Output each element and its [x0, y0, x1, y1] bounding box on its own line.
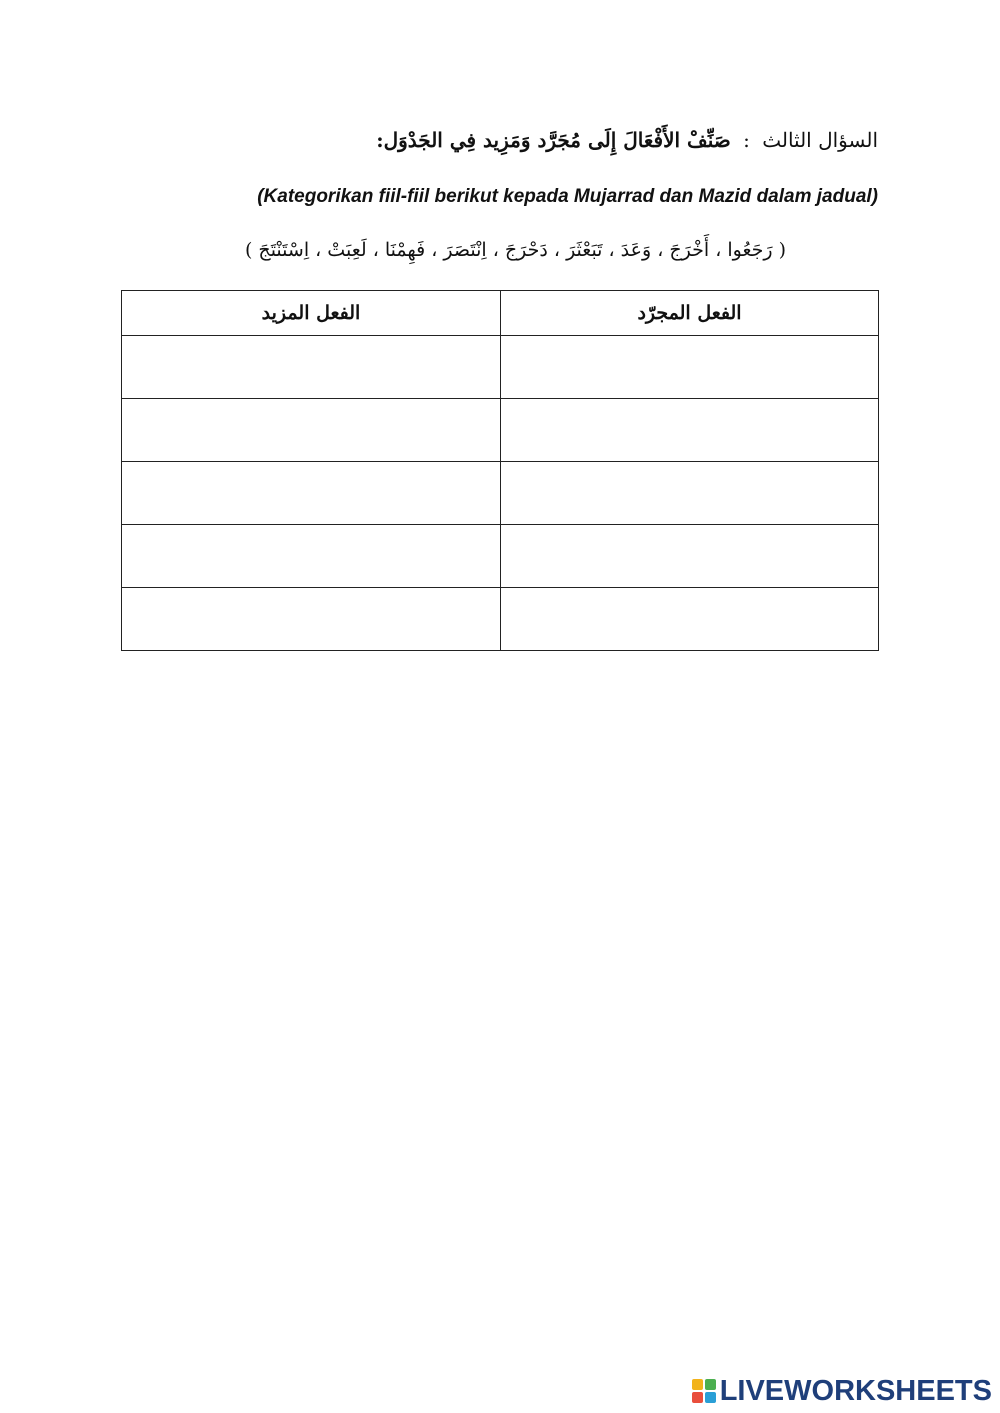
answer-cell-mujarrad-5[interactable]	[501, 588, 879, 651]
liveworksheets-logo-icon	[692, 1379, 716, 1403]
header-mujarrad: الفعل المجرّد	[501, 291, 879, 336]
answer-cell-mazid-5[interactable]	[122, 588, 501, 651]
answer-value[interactable]	[122, 399, 500, 461]
liveworksheets-brand	[692, 1375, 992, 1407]
answer-cell-mazid-1[interactable]	[122, 336, 501, 399]
answer-value[interactable]	[122, 525, 500, 587]
table-row	[122, 462, 879, 525]
question-heading	[118, 120, 878, 160]
answer-cell-mazid-2[interactable]	[122, 399, 501, 462]
answer-table	[121, 290, 879, 651]
table-row	[122, 525, 879, 588]
answer-value[interactable]	[501, 462, 878, 524]
header-mazid: الفعل المزيد	[122, 291, 501, 336]
answer-value[interactable]	[501, 336, 878, 398]
answer-value[interactable]	[501, 588, 878, 650]
verb-list: ( رَجَعُوا ، أَخْرَجَ ، وَعَدَ ، تَبَعْثَرَ ، دَحْرَجَ ، اِنْتَصَرَ ، فَهِمْنَا ، لَعِبَتْ ، اِسْتَنْتَجَ )	[244, 239, 786, 261]
logo-square	[705, 1392, 716, 1403]
answer-cell-mujarrad-3[interactable]	[501, 462, 879, 525]
answer-cell-mazid-4[interactable]	[122, 525, 501, 588]
answer-cell-mujarrad-1[interactable]	[501, 336, 879, 399]
logo-square	[692, 1379, 703, 1390]
answer-cell-mujarrad-2[interactable]	[501, 399, 879, 462]
table-header-row	[122, 291, 879, 336]
table-row	[122, 588, 879, 651]
answer-cell-mazid-3[interactable]	[122, 462, 501, 525]
table-row	[122, 399, 879, 462]
answer-value[interactable]	[501, 525, 878, 587]
answer-value[interactable]	[122, 588, 500, 650]
logo-square	[705, 1379, 716, 1390]
brand-text: LIVEWORKSHEETS	[719, 1375, 992, 1407]
answer-cell-mujarrad-4[interactable]	[501, 525, 879, 588]
answer-value[interactable]	[122, 462, 500, 524]
question-label: السؤال الثالث	[762, 128, 878, 152]
answer-value[interactable]	[501, 399, 878, 461]
translation-text: (Kategorikan fiil-fiil berikut kepada Mujarrad dan Mazid dalam jadual)	[257, 186, 878, 207]
answer-value[interactable]	[122, 336, 500, 398]
logo-square	[692, 1392, 703, 1403]
question-instruction: صَنِّفْ الأَفْعَالَ إِلَى مُجَرَّد وَمَزِيد فِي الجَدْوَل:	[376, 128, 731, 152]
question-separator: :	[743, 128, 750, 152]
table-row	[122, 336, 879, 399]
